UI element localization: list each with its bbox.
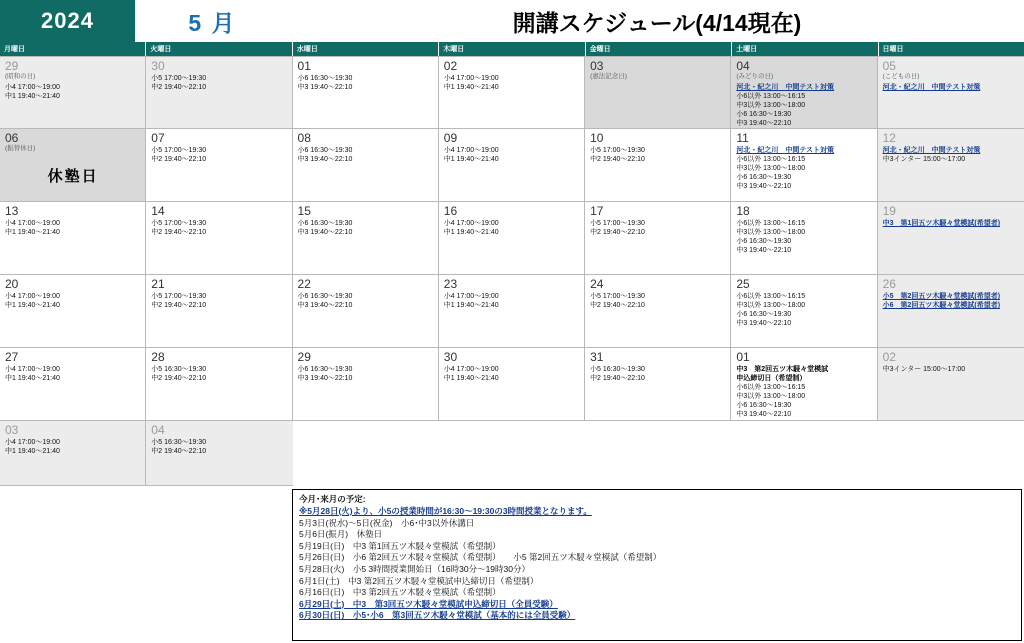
day-event: 小5 16:30～19:30 xyxy=(151,439,207,446)
calendar-day-cell[interactable] xyxy=(439,129,585,202)
calendar-day-cell[interactable] xyxy=(731,202,877,275)
calendar-day-cell[interactable] xyxy=(146,57,292,129)
day-event: 中2 19:40～22:10 xyxy=(590,229,645,236)
day-event: 小6 第2回五ツ木駸々堂模試(希望者) xyxy=(882,302,1001,309)
day-number: 27 xyxy=(5,350,19,364)
day-number: 21 xyxy=(151,277,165,291)
weekday-sat: 土曜日 xyxy=(732,42,878,56)
weekday-thu: 木曜日 xyxy=(439,42,585,56)
day-event: 小6以外 13:00～16:15 xyxy=(736,220,806,227)
day-event: 中2 19:40～22:10 xyxy=(151,375,207,382)
day-event: 中3 第1回五ツ木駸々堂模試(希望者) xyxy=(882,220,1001,227)
day-event: 中3以外 13:00～18:00 xyxy=(736,102,806,109)
calendar-day-cell[interactable] xyxy=(585,348,731,421)
day-event: 中3 19:40～22:10 xyxy=(297,84,353,91)
day-event: 中3 19:40～22:10 xyxy=(736,183,792,190)
day-number: 06 xyxy=(5,131,19,145)
day-event: 小6 16:30～19:30 xyxy=(297,293,353,300)
holiday-label: (振替休日) xyxy=(5,145,36,152)
day-event: 小5 第2回五ツ木駸々堂模試(希望者) xyxy=(882,293,1001,300)
day-number: 02 xyxy=(443,59,458,73)
day-event: 中1 19:40～21:40 xyxy=(5,302,60,309)
day-event: 小6 16:30～19:30 xyxy=(297,220,353,227)
day-event: 中3以外 13:00～18:00 xyxy=(736,165,806,172)
day-number: 23 xyxy=(443,277,458,291)
note-line: 5月26日(日) 小6 第2回五ツ木駸々堂模試（希望制） 小5 第2回五ツ木駸々堂模試（希望制） xyxy=(299,552,662,563)
day-event: 小5 17:00～19:30 xyxy=(151,220,207,227)
notes-title: 今月･来月の予定: xyxy=(299,494,366,504)
day-event: 小4 17:00～19:00 xyxy=(443,75,499,82)
day-number: 30 xyxy=(151,59,165,73)
weekday-tue: 火曜日 xyxy=(146,42,292,56)
calendar-week-row xyxy=(0,202,1024,275)
day-event: 小5 17:00～19:30 xyxy=(590,147,645,154)
day-event: 中1 19:40～21:40 xyxy=(443,375,499,382)
calendar-day-cell[interactable] xyxy=(439,57,585,129)
day-number: 31 xyxy=(590,350,604,364)
day-event: 小4 17:00～19:00 xyxy=(443,220,499,227)
note-line: 5月3日(祝水)～5日(祝金) 小6･中3以外休講日 xyxy=(299,517,475,528)
note-line: 6月1日(土) 中3 第2回五ツ木駸々堂模試申込締切日（希望制） xyxy=(299,575,539,586)
day-event: 中1 19:40～21:40 xyxy=(5,93,60,100)
notes-list xyxy=(299,506,1015,622)
calendar-day-cell[interactable] xyxy=(585,57,731,129)
day-number: 04 xyxy=(736,59,750,73)
calendar-day-cell[interactable] xyxy=(146,129,292,202)
calendar-week-row xyxy=(0,57,1024,129)
day-event: 小6以外 13:00～16:15 xyxy=(736,293,806,300)
day-number: 03 xyxy=(590,59,604,73)
month-label: 5 月 xyxy=(135,0,290,42)
note-line: 6月29日(土) 中3 第3回五ツ木駸々堂模試申込締切日（全員受験） xyxy=(299,598,558,609)
weekday-header-row xyxy=(0,42,1024,56)
holiday-label: (昭和の日) xyxy=(5,73,36,80)
day-number: 15 xyxy=(297,204,311,218)
day-event: 中2 19:40～22:10 xyxy=(151,448,207,455)
day-number: 29 xyxy=(5,59,19,73)
calendar-day-cell[interactable] xyxy=(146,202,292,275)
day-event: 小5 16:30～19:30 xyxy=(151,366,207,373)
page-title: 開講スケジュール(4/14現在) xyxy=(290,0,1024,42)
day-event: 小5 17:00～19:30 xyxy=(151,147,207,154)
day-number: 14 xyxy=(151,204,165,218)
weekday-mon: 月曜日 xyxy=(0,42,146,56)
day-event: 中3 19:40～22:10 xyxy=(297,375,353,382)
calendar-day-cell[interactable] xyxy=(0,348,146,421)
day-number: 24 xyxy=(590,277,604,291)
calendar-day-cell[interactable] xyxy=(293,202,439,275)
calendar-day-cell[interactable] xyxy=(439,348,585,421)
day-event: 中2 19:40～22:10 xyxy=(151,229,207,236)
note-line: 5月6日(振月) 休塾日 xyxy=(299,529,383,540)
day-event: 中1 19:40～21:40 xyxy=(5,229,60,236)
day-number: 29 xyxy=(297,350,311,364)
day-event: 小6 16:30～19:30 xyxy=(736,238,792,245)
day-event: 中3インター 15:00～17:00 xyxy=(882,366,966,373)
weekday-wed: 水曜日 xyxy=(293,42,439,56)
calendar-day-cell[interactable] xyxy=(146,348,292,421)
day-event: 中1 19:40～21:40 xyxy=(443,302,499,309)
calendar-week-row xyxy=(0,348,1024,421)
day-event: 中2 19:40～22:10 xyxy=(151,84,207,91)
day-event: 中2 19:40～22:10 xyxy=(151,156,207,163)
note-line: 5月19日(日) 中3 第1回五ツ木駸々堂模試（希望制） xyxy=(299,540,501,551)
day-number: 20 xyxy=(5,277,19,291)
day-event: 中2 19:40～22:10 xyxy=(590,302,645,309)
day-event: 中3 第2回五ツ木駸々堂模試 xyxy=(736,366,829,373)
day-event: 中3 19:40～22:10 xyxy=(736,247,792,254)
calendar-day-cell[interactable] xyxy=(878,275,1024,348)
calendar-day-cell[interactable] xyxy=(293,348,439,421)
day-event: 小5 17:00～19:30 xyxy=(151,293,207,300)
day-number: 16 xyxy=(443,204,458,218)
day-number: 28 xyxy=(151,350,165,364)
calendar-day-cell[interactable] xyxy=(731,129,877,202)
day-event: 河北・紀之川 中間テスト対策 xyxy=(736,84,835,91)
day-event: 小6 16:30～19:30 xyxy=(736,111,792,118)
day-event: 中3 19:40～22:10 xyxy=(736,411,792,418)
day-event: 小6 16:30～19:30 xyxy=(736,311,792,318)
day-event: 中2 19:40～22:10 xyxy=(590,375,645,382)
day-event: 中3以外 13:00～18:00 xyxy=(736,393,806,400)
calendar-day-cell[interactable] xyxy=(585,129,731,202)
day-number: 11 xyxy=(736,131,749,145)
year-label: 2024 xyxy=(0,0,135,42)
day-event: 中3 19:40～22:10 xyxy=(736,320,792,327)
day-event: 小4 17:00～19:00 xyxy=(443,293,499,300)
day-number: 02 xyxy=(882,350,896,364)
day-event: 中3以外 13:00～18:00 xyxy=(736,302,806,309)
calendar-day-cell[interactable] xyxy=(878,348,1024,421)
day-number: 22 xyxy=(297,277,311,291)
holiday-label: (みどりの日) xyxy=(736,73,774,80)
calendar-week-row xyxy=(0,421,1024,486)
page-header xyxy=(0,0,1024,42)
day-event: 中1 19:40～21:40 xyxy=(443,229,499,236)
day-number: 07 xyxy=(151,131,165,145)
day-event: 小4 17:00～19:00 xyxy=(5,220,60,227)
day-event: 中1 19:40～21:40 xyxy=(5,448,60,455)
calendar-day-cell[interactable] xyxy=(439,202,585,275)
day-event: 小4 17:00～19:00 xyxy=(443,366,499,373)
day-event: 中3 19:40～22:10 xyxy=(736,120,792,127)
day-event: 小6 16:30～19:30 xyxy=(297,75,353,82)
closed-day-label: 休塾日 xyxy=(47,168,99,185)
calendar-day-cell[interactable] xyxy=(731,348,877,421)
day-number: 04 xyxy=(151,423,165,437)
day-number: 18 xyxy=(736,204,750,218)
weekday-fri: 金曜日 xyxy=(586,42,732,56)
calendar-day-cell[interactable] xyxy=(293,57,439,129)
calendar-day-cell[interactable] xyxy=(878,202,1024,275)
calendar-day-cell[interactable] xyxy=(878,129,1024,202)
day-number: 25 xyxy=(736,277,750,291)
day-number: 17 xyxy=(590,204,604,218)
day-event: 中1 19:40～21:40 xyxy=(443,156,499,163)
day-event: 小6以外 13:00～16:15 xyxy=(736,156,806,163)
day-event: 河北・紀之川 中間テスト対策 xyxy=(736,147,835,154)
day-event: 申込締切日（希望制） xyxy=(736,375,807,382)
day-event: 小6 16:30～19:30 xyxy=(736,402,792,409)
day-number: 05 xyxy=(882,59,896,73)
note-line: 6月30日(日) 小5･小6 第3回五ツ木駸々堂模試（基本的には全員受験） xyxy=(299,610,576,621)
day-event: 小6以外 13:00～16:15 xyxy=(736,384,806,391)
day-event: 小5 17:00～19:30 xyxy=(151,75,207,82)
calendar-day-cell[interactable] xyxy=(146,421,292,486)
day-event: 河北・紀之川 中間テスト対策 xyxy=(882,84,981,91)
calendar-day-cell[interactable] xyxy=(293,129,439,202)
calendar-day-cell[interactable] xyxy=(731,57,877,129)
calendar-grid xyxy=(0,56,1024,486)
day-event: 小5 17:00～19:30 xyxy=(590,220,645,227)
day-event: 小6以外 13:00～16:15 xyxy=(736,93,806,100)
day-event: 小4 17:00～19:00 xyxy=(5,84,60,91)
day-event: 中2 19:40～22:10 xyxy=(590,156,645,163)
note-line: 6月16日(日) 中3 第2回五ツ木駸々堂模試（希望制） xyxy=(299,587,501,598)
day-event: 中3 19:40～22:10 xyxy=(297,302,353,309)
calendar-day-cell[interactable] xyxy=(439,275,585,348)
day-event: 小5 16:30～19:30 xyxy=(590,366,645,373)
calendar-week-row xyxy=(0,275,1024,348)
day-event: 中3インター 15:00～17:00 xyxy=(882,156,966,163)
day-event: 中3 19:40～22:10 xyxy=(297,156,353,163)
calendar-day-cell[interactable] xyxy=(0,129,146,202)
day-number: 03 xyxy=(5,423,19,437)
day-event: 小4 17:00～19:00 xyxy=(443,147,499,154)
day-number: 09 xyxy=(443,131,458,145)
calendar-day-cell[interactable] xyxy=(585,275,731,348)
day-event: 河北・紀之川 中間テスト対策 xyxy=(882,147,981,154)
calendar-day-cell[interactable] xyxy=(0,57,146,129)
day-number: 08 xyxy=(297,131,311,145)
day-number: 12 xyxy=(882,131,896,145)
day-event: 中3 19:40～22:10 xyxy=(297,229,353,236)
day-number: 01 xyxy=(297,59,311,73)
weekday-sun: 日曜日 xyxy=(879,42,1024,56)
day-event: 小6 16:30～19:30 xyxy=(736,174,792,181)
day-event: 小4 17:00～19:00 xyxy=(5,293,60,300)
day-number: 01 xyxy=(736,350,750,364)
day-number: 10 xyxy=(590,131,604,145)
day-number: 26 xyxy=(882,277,896,291)
holiday-label: (憲法記念日) xyxy=(590,73,627,80)
day-number: 19 xyxy=(882,204,896,218)
calendar-day-cell[interactable] xyxy=(146,275,292,348)
calendar-day-cell[interactable] xyxy=(878,57,1024,129)
holiday-label: (こどもの日) xyxy=(882,73,920,80)
note-line: 5月28日(火) 小5 3時間授業開始日（16時30分～19時30分） xyxy=(299,563,530,574)
note-line: ※5月28日(火)より、小5の授業時間が16:30～19:30の3時間授業となります。 xyxy=(299,506,592,516)
day-event: 中1 19:40～21:40 xyxy=(443,84,499,91)
day-event: 中1 19:40～21:40 xyxy=(5,375,60,382)
day-number: 13 xyxy=(5,204,19,218)
calendar-day-cell[interactable] xyxy=(585,202,731,275)
calendar-week-row xyxy=(0,129,1024,202)
day-event: 中3以外 13:00～18:00 xyxy=(736,229,806,236)
day-event: 小4 17:00～19:00 xyxy=(5,366,60,373)
day-event: 小6 16:30～19:30 xyxy=(297,147,353,154)
notes-box xyxy=(292,489,1022,641)
day-event: 小5 17:00～19:30 xyxy=(590,293,645,300)
day-event: 小4 17:00～19:00 xyxy=(5,439,60,446)
calendar-day-cell[interactable] xyxy=(293,275,439,348)
day-event: 中2 19:40～22:10 xyxy=(151,302,207,309)
day-number: 30 xyxy=(443,350,458,364)
calendar-day-cell[interactable] xyxy=(0,202,146,275)
calendar-day-cell[interactable] xyxy=(731,275,877,348)
day-event: 小6 16:30～19:30 xyxy=(297,366,353,373)
calendar-day-cell[interactable] xyxy=(0,275,146,348)
calendar-day-cell[interactable] xyxy=(0,421,146,486)
